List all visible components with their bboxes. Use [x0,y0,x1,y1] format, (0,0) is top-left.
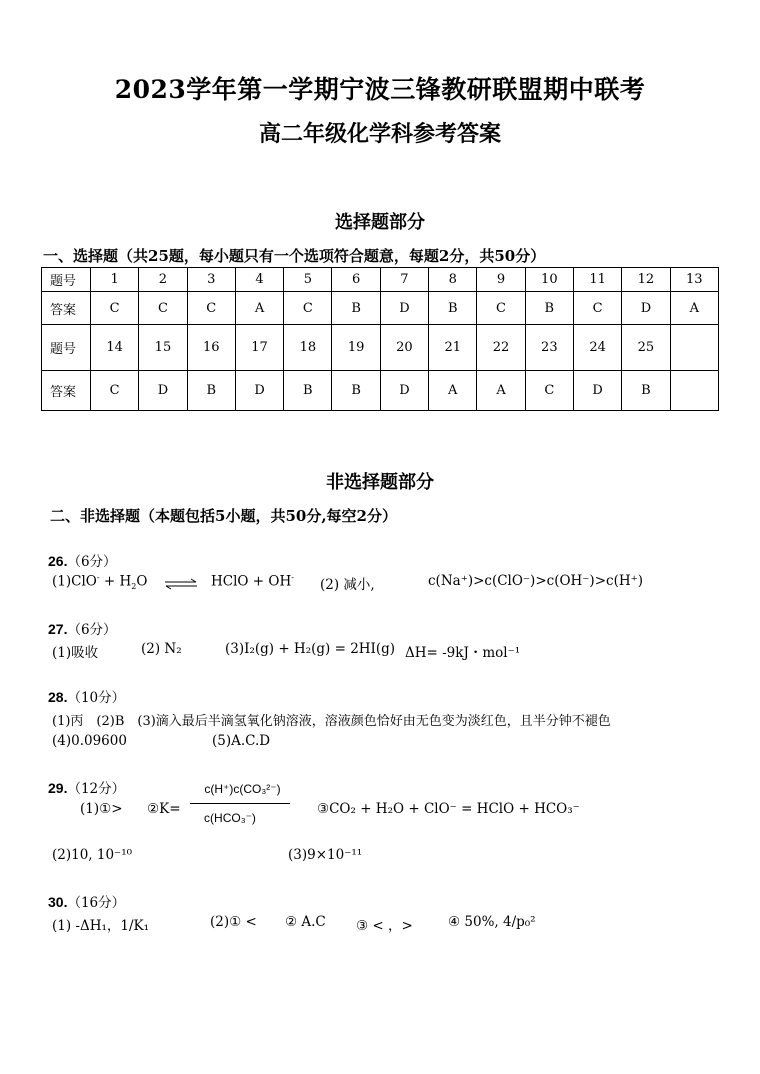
table-cell: 11 [573,268,621,292]
q28-answer4: (4)0.09600 [52,733,127,749]
table-row [42,371,719,411]
table-cell: B [332,292,380,325]
table-cell: 20 [380,325,428,371]
table-row [42,292,719,325]
q28-answer5: (5)A.C.D [212,733,271,749]
table-cell: 4 [235,268,283,292]
q26-score: （6分） [67,554,117,570]
q26-a1-sup: - [96,573,100,582]
document-title: 2023学年第一学期宁波三锋教研联盟期中联考 [114,75,646,104]
q29-answer4: (2)10, 10⁻¹⁰ [52,847,133,863]
table-cell: 17 [235,325,283,371]
q26-a1-mid: + H [99,573,132,590]
q30-answer2: (2)① < [210,914,257,930]
q27-score: （6分） [67,622,117,638]
q26-a1-prefix: (1)ClO [52,573,97,590]
table-cell: 6 [332,268,380,292]
table-cell: 23 [525,325,573,371]
q28-heading [48,686,125,706]
section2-part-title: 二、非选择题（本题包括5小题，共50分,每空2分） [50,507,397,525]
fraction-bar [190,803,290,804]
q26-heading [48,550,117,570]
section1-heading: 选择题部分 [335,212,425,233]
q28-answer-line1: (1)丙 (2)B (3)滴入最后半滴氢氧化钠溶液，溶液颜色恰好由无色变为淡红色，且半分钟不褪色 [52,714,611,729]
table-cell: A [670,292,718,325]
table-cell: 7 [380,268,428,292]
answer-table [41,267,719,411]
table-cell: 16 [187,325,235,371]
table-row-label: 题号 [42,268,91,292]
q26-a1-right: HClO + OH [211,573,292,590]
q26-answer2: (2) 减小, [320,577,375,593]
table-cell: B [284,371,332,411]
q26-answer1-product [211,573,294,590]
q29-k-denominator: c(HCO₃⁻) [204,811,256,825]
q28-number: 28. [48,689,68,705]
q27-number: 27. [48,621,68,637]
table-cell: 18 [284,325,332,371]
table-cell: 8 [429,268,477,292]
equilibrium-arrow-icon [164,575,198,594]
table-cell [670,325,718,371]
table-cell: 24 [573,325,621,371]
q30-answer5: ④ 50%, 4/p₀² [448,914,536,930]
q30-answer3: ② A.C [285,914,326,930]
q30-answer4: ③ < ，> [356,918,413,934]
q29-k-numerator: c(H⁺)c(CO₃²⁻) [204,782,281,796]
table-cell: B [429,292,477,325]
document-subtitle: 高二年级化学科参考答案 [258,121,501,147]
table-row [42,268,719,292]
table-cell: B [332,371,380,411]
table-cell: 15 [139,325,187,371]
table-row [42,325,719,371]
table-cell: C [477,292,525,325]
table-cell: C [573,292,621,325]
q29-answer1: (1)①> [80,801,123,817]
q27-heading [48,618,117,638]
table-row-label: 答案 [42,371,91,411]
q29-answer5: (3)9×10⁻¹¹ [288,847,363,863]
q27-enthalpy: ΔH= -9kJ・mol⁻¹ [405,645,521,661]
q30-heading [48,891,125,911]
table-cell: 5 [284,268,332,292]
q26-a1-end: O [136,573,148,590]
q26-relation: c(Na⁺)>c(ClO⁻)>c(OH⁻)>c(H⁺) [428,573,644,589]
q27-answer1: (1)吸收 [52,645,99,661]
table-cell: 3 [187,268,235,292]
table-cell: D [622,292,670,325]
table-cell: C [525,371,573,411]
section2-heading: 非选择题部分 [326,472,434,493]
q26-answer1 [52,573,147,591]
table-cell: A [477,371,525,411]
table-cell: B [525,292,573,325]
q30-number: 30. [48,894,68,910]
q27-answer3: (3)I₂(g) + H₂(g) = 2HI(g) [225,641,396,657]
section1-part-title: 一、选择题（共25题，每小题只有一个选项符合题意，每题2分，共50分） [43,247,546,265]
table-cell: 22 [477,325,525,371]
table-row-label: 题号 [42,325,91,371]
q29-score: （12分） [67,781,126,797]
table-cell: 2 [139,268,187,292]
q29-heading [48,777,125,797]
table-cell: D [139,371,187,411]
q27-answer2: (2) N₂ [141,641,182,657]
table-cell: D [573,371,621,411]
table-cell: C [139,292,187,325]
table-cell: D [380,292,428,325]
table-cell: B [187,371,235,411]
table-cell: C [187,292,235,325]
q30-score: （16分） [67,895,126,911]
table-row-label: 答案 [42,292,91,325]
q30-answer1: (1) -ΔH₁，1/K₁ [52,918,150,934]
table-cell: 25 [622,325,670,371]
q28-score: （10分） [67,690,126,706]
table-cell: C [91,292,139,325]
q29-k-label: ②K= [147,801,181,817]
table-cell: B [622,371,670,411]
table-cell: D [380,371,428,411]
q29-number: 29. [48,780,68,796]
q26-a1-right-sup: - [291,573,294,582]
table-cell: 13 [670,268,718,292]
table-cell: 10 [525,268,573,292]
table-cell: 14 [91,325,139,371]
table-cell: 12 [622,268,670,292]
table-cell: 1 [91,268,139,292]
q26-a1-sub: 2 [131,582,137,592]
table-cell: A [429,371,477,411]
table-cell [670,371,718,411]
table-cell: D [235,371,283,411]
q26-number: 26. [48,553,68,569]
table-cell: 9 [477,268,525,292]
table-cell: C [284,292,332,325]
table-cell: 19 [332,325,380,371]
table-cell: 21 [429,325,477,371]
table-cell: A [235,292,283,325]
q29-answer3: ③CO₂ + H₂O + ClO⁻ = HClO + HCO₃⁻ [317,801,580,817]
table-cell: C [91,371,139,411]
